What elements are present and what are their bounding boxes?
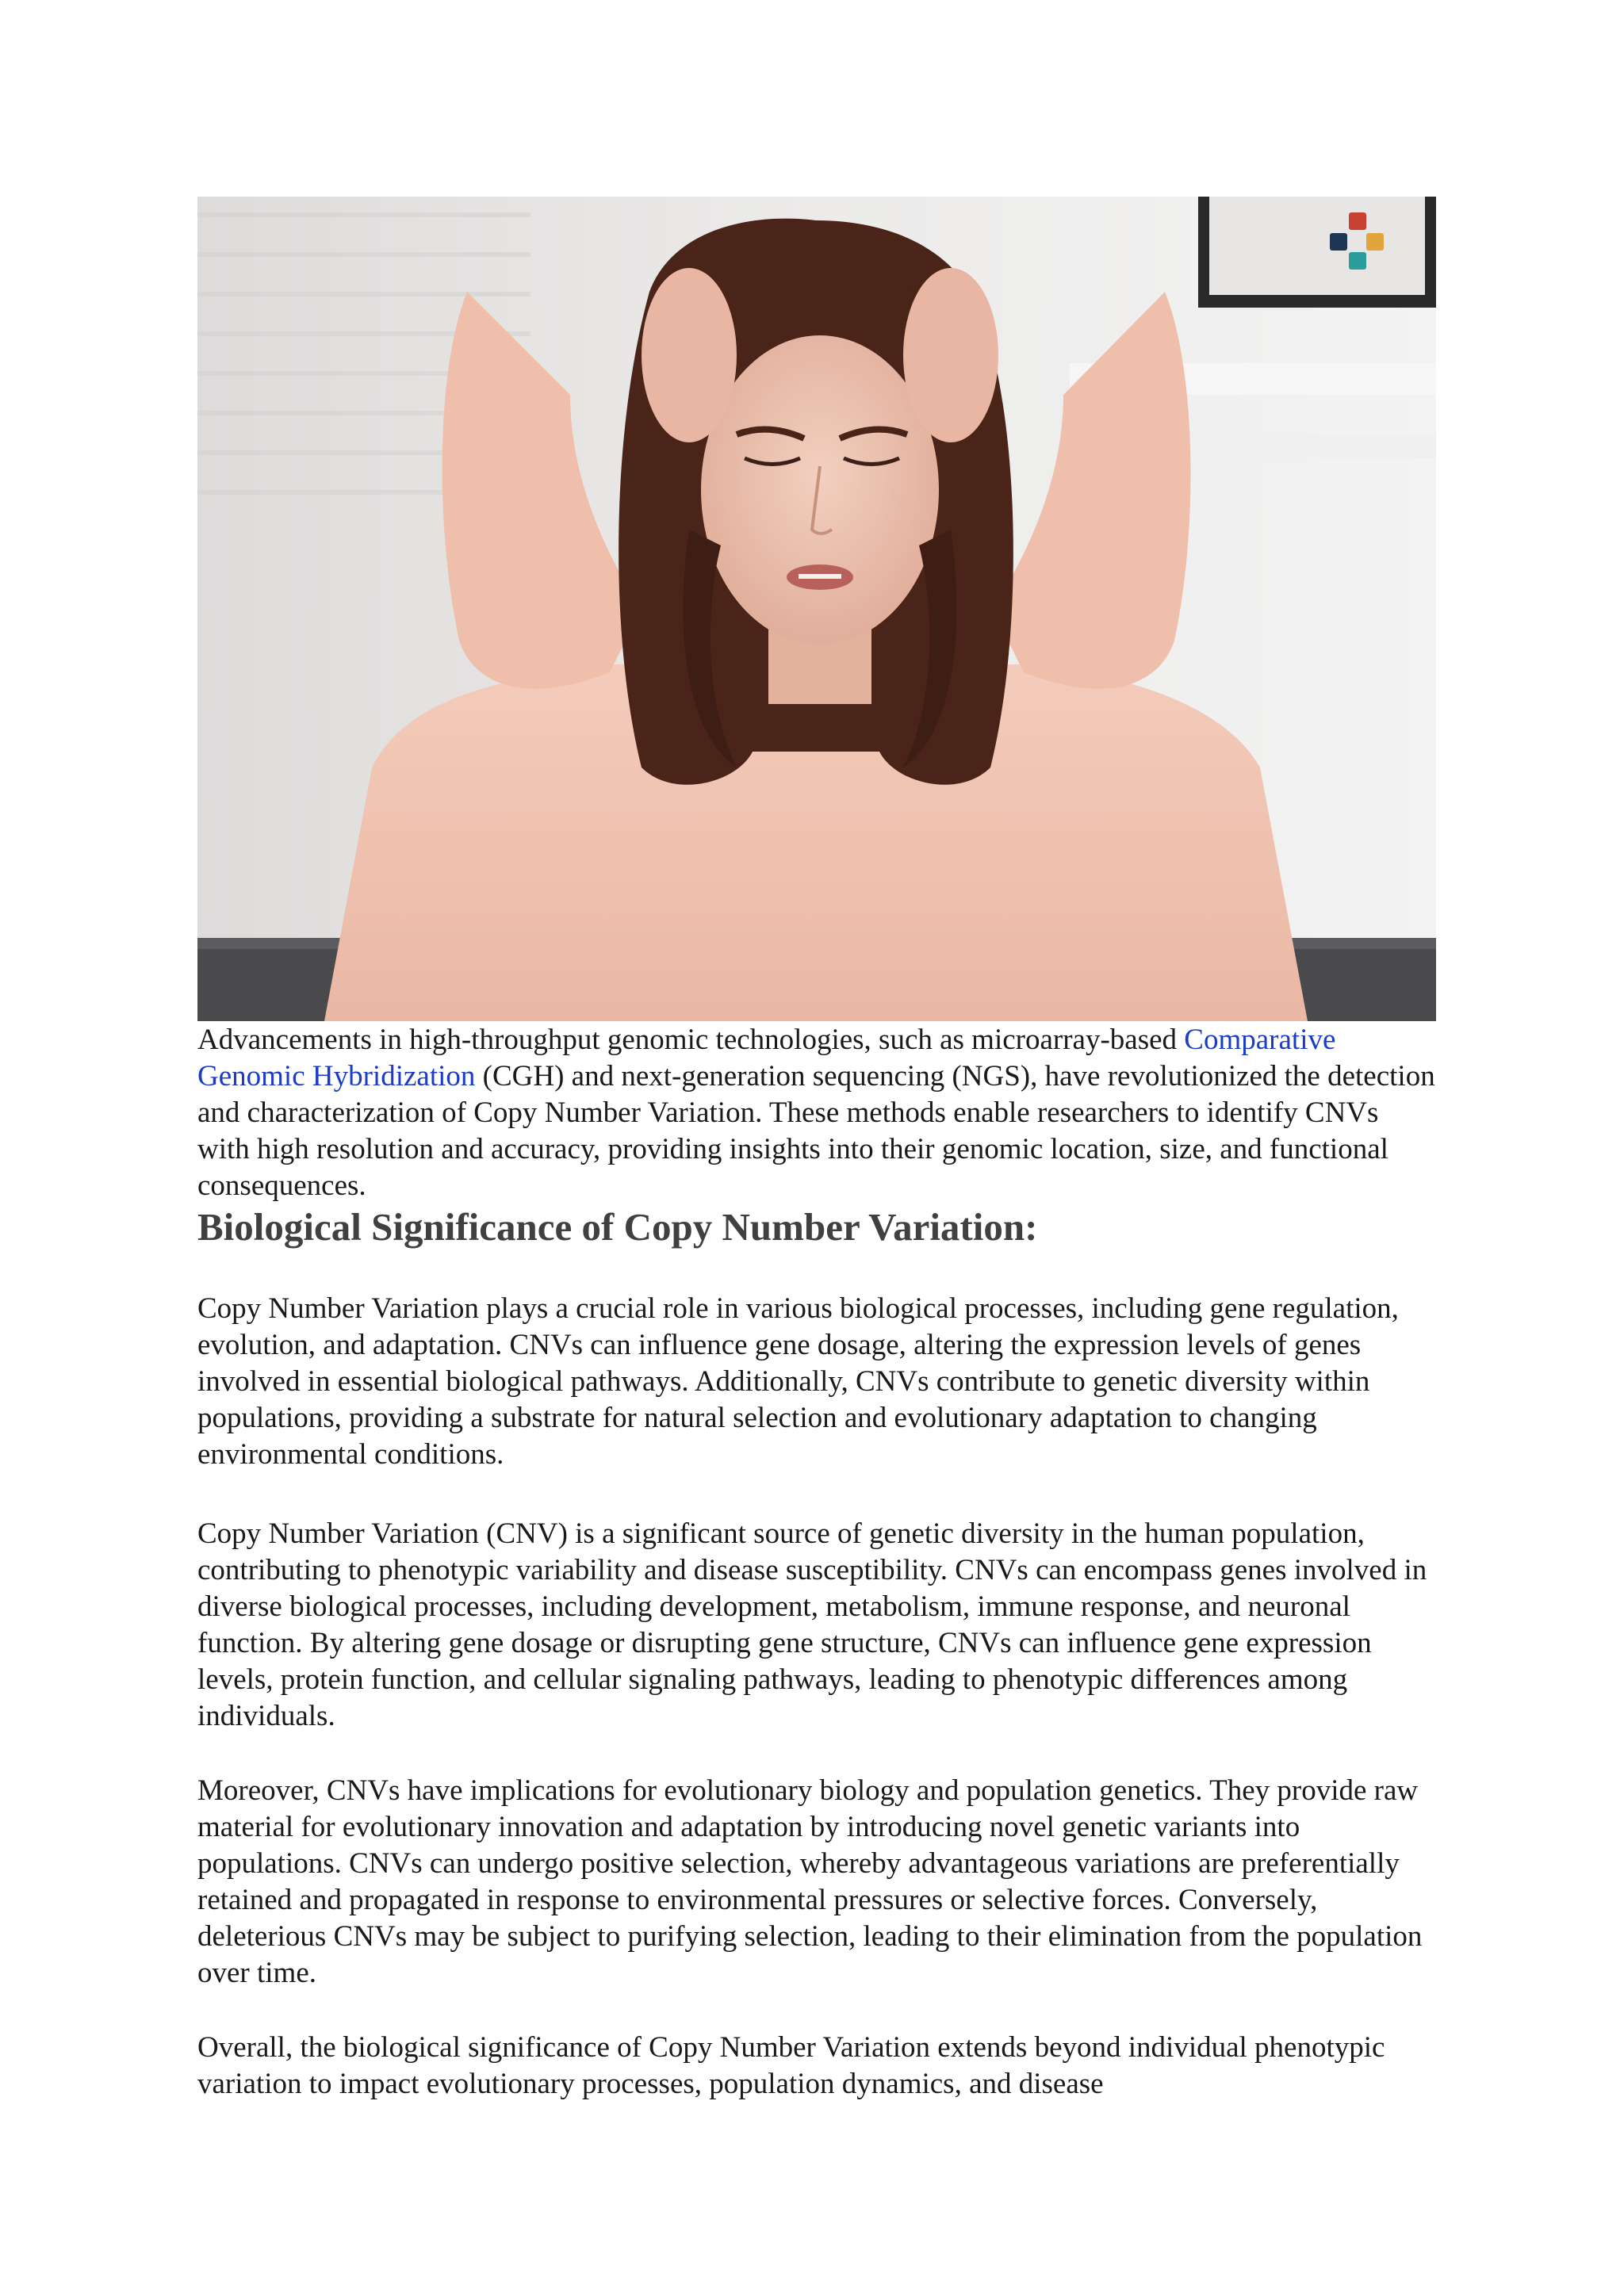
comparative-genomic-hybridization-link[interactable]: Comparative Genomic Hybridization xyxy=(197,1024,1336,1093)
body-paragraph: Copy Number Variation (CNV) is a significant source of genetic diversity in the human population, contributing to phenotypic variability and disease susceptibility. CNVs can encompass genes involved in diverse biological processes, including development, metabolism, immune response, and neuronal function. By altering gene dosage or disrupting gene structure, CNVs can influence gene expression levels, protein function, and cellular signaling pathways, leading to phenotypic differences among individuals. xyxy=(197,1517,1427,1732)
caption-text-before-link: Advancements in high-throughput genomic technologies, such as microarray-based xyxy=(197,1024,1185,1056)
woman-headache-illustration xyxy=(197,197,1436,1021)
body-paragraph: Overall, the biological significance of Copy Number Variation extends beyond individual phenotypic variation to impact evolutionary processes, population dynamics, and disease xyxy=(197,2031,1385,2100)
article-photo xyxy=(197,197,1436,1021)
brand-cross-logo-icon xyxy=(1325,209,1388,273)
caption-text-after-link: (CGH) and next-generation sequencing (NGS), have revolutionized the detection and characterization of Copy Number Variation. These methods enable researchers to identify CNVs with high resolution and accuracy, providing insights into their genomic location, size, and functional consequences. xyxy=(197,1060,1435,1202)
body-paragraph: Moreover, CNVs have implications for evolutionary biology and population genetics. They provide raw material for evolutionary innovation and adaptation by introducing novel genetic variants into populations. CNVs can undergo positive selection, whereby advantageous variations are preferentially retained and propagated in response to environmental pressures or selective forces. Conversely, deleterious CNVs may be subject to purifying selection, leading to their elimination from the population over time. xyxy=(197,1774,1423,1989)
section-heading: Biological Significance of Copy Number Variation: xyxy=(197,1205,1038,1249)
body-paragraph: Copy Number Variation plays a crucial role in various biological processes, including gene regulation, evolution, and adaptation. CNVs can influence gene dosage, altering the expression levels of genes involved in essential biological pathways. Additionally, CNVs contribute to genetic diversity within populations, providing a substrate for natural selection and evolutionary adaptation to changing environmental conditions. xyxy=(197,1292,1399,1471)
image-caption-paragraph xyxy=(197,1022,1438,1204)
